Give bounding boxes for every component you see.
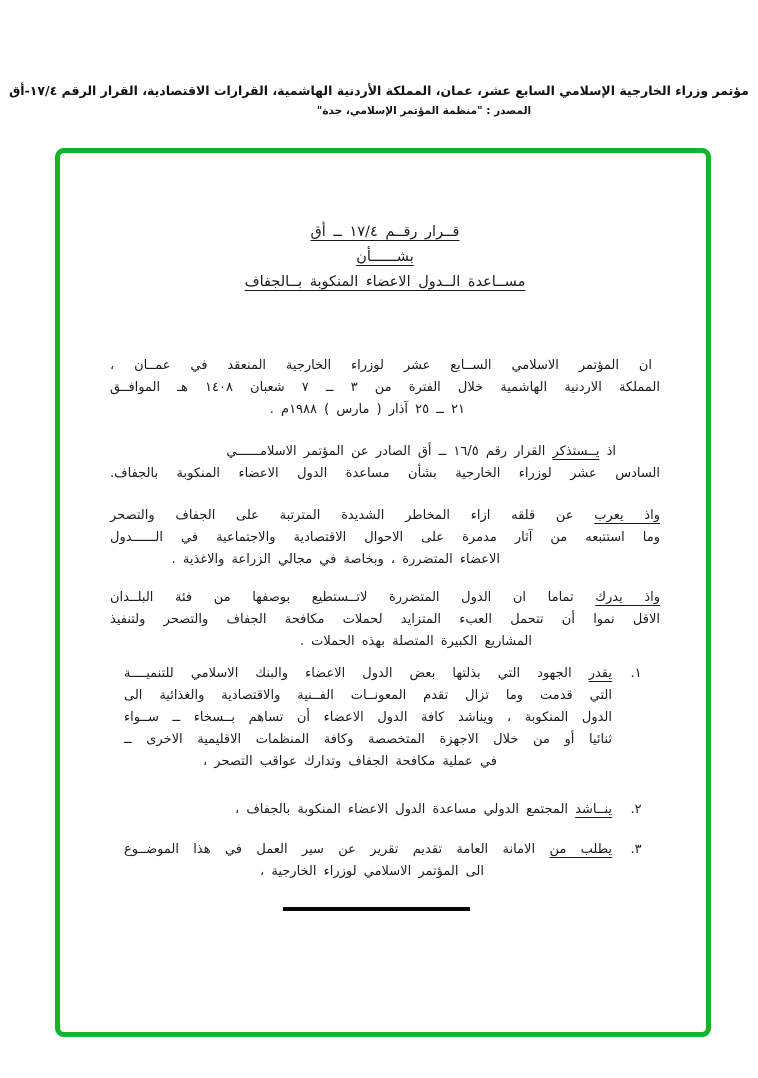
underlined-lead: ينــاشد	[575, 802, 612, 817]
text-line: المملكة الاردنية الهاشمية خلال الفترة من ٣ ــ ٧ شعبان ١٤٠٨ هـ الموافــق	[110, 380, 660, 395]
clause-text	[110, 663, 612, 773]
text-line: الى المؤتمر الاسلامي لوزراء الخارجية ،	[260, 864, 484, 879]
plain-text: الامانة العامة تقديم تقرير عن سير العمل في هذا الموضــوع	[124, 842, 550, 857]
operative-clause-3	[110, 839, 660, 883]
title-line-subject: مســاعدة الــدول الاعضاء المنكوبة بــالجفاف	[244, 274, 526, 290]
operative-clause-2	[110, 799, 660, 821]
text-line: الاعضاء المتضررة ، وبخاصة في مجالي الزراعة والاغذية .	[171, 552, 500, 567]
resolution-document	[60, 153, 706, 1032]
plain-text: القرار رقم ١٦/٥ ــ أق الصادر عن المؤتمر الاسلامــــــي	[226, 444, 553, 459]
clause-text	[110, 799, 612, 821]
operative-clause-1	[110, 663, 660, 773]
plain-text: اذ	[599, 444, 616, 459]
green-border-frame	[55, 148, 711, 1037]
text-line	[110, 587, 660, 609]
clause-number: ١.	[630, 666, 642, 681]
plain-text: الجهود التي بذلتها بعض الدول الاعضاء والبنك الاسلامي للتنميــــة	[124, 666, 589, 681]
text-line: ٢١ ــ ٢٥ آذار ( مارس ) ١٩٨٨م .	[269, 402, 465, 417]
underlined-lead: واذ يعرب	[594, 508, 660, 523]
preamble-paragraph-3	[110, 505, 660, 571]
text-line: المشاريع الكبيرة المتصلة بهذه الحملات .	[299, 634, 532, 649]
clause-text	[110, 839, 612, 883]
text-line: ان المؤتمر الاسلامي الســابع عشر لوزراء الخارجية المنعقد في عمــان ،	[110, 358, 652, 373]
text-line	[124, 839, 612, 861]
underlined-lead: يطلب من	[549, 842, 613, 857]
preamble-paragraph-1	[110, 355, 660, 421]
text-line: في عملية مكافحة الجفاف وتدارك عواقب التصحر ،	[202, 754, 497, 769]
plain-text: تماما ان الدول المتضررة لاتــستطيع بوصفها من فئة البلــدان	[110, 590, 596, 605]
plain-text: المجتمع الدولي مساعدة الدول الاعضاء المنكوبة بالجفاف ،	[234, 802, 576, 817]
underlined-lead: يــستذكر	[552, 444, 600, 459]
page-header	[0, 83, 758, 117]
document-title	[110, 220, 660, 295]
preamble-paragraph-2	[110, 441, 660, 485]
text-line: السادس عشر لوزراء الخارجية بشأن مساعدة الدول الاعضاء المنكوبة بالجفاف.	[110, 466, 660, 481]
text-line: ثنائيا أو من خلال الاجهزة المتخصصة وكافة المنظمات الاقليمية الاخرى ــ	[124, 732, 612, 747]
text-line	[124, 663, 612, 685]
text-line: الدول المنكوبة ، ويناشد كافة الدول الاعضاء أن تساهم بــسخاء ــ ســواء	[124, 710, 612, 725]
underlined-lead: يقدر	[588, 666, 612, 681]
text-line: الاقل نموا أن تتحمل العبء المتزايد لحملات مكافحة الجفاف والتصحر ولتنفيذ	[110, 612, 660, 627]
plain-text: عن قلقه ازاء المخاطر الشديدة المترتبة على الجفاف والتصحر	[110, 508, 595, 523]
underlined-lead: واذ يدرك	[595, 590, 661, 605]
text-line: وما استتبعه من آثار مدمرة على الاحوال الاقتصادية والاجتماعية في الــــــدول	[110, 530, 660, 545]
clause-number: ٢.	[630, 802, 642, 817]
header-citation-line: مؤتمر وزراء الخارجية الإسلامي السابع عشر، عمان، المملكة الأردنية الهاشمية، القرارات الاقتصادية، القرار الرقم ١٧/٤-أق	[9, 83, 749, 98]
text-line: التي قدمت وما تزال تقدم المعونــات الفــنية والاقتصادية والغذائية الى	[124, 688, 612, 703]
title-line-number: قــرار رقــم ١٧/٤ ــ أق	[310, 224, 460, 240]
text-line	[110, 505, 660, 527]
text-line	[124, 799, 612, 821]
bottom-rule	[283, 907, 470, 911]
header-source-line: المصدر : "منظمة المؤتمر الإسلامي، جدة"	[316, 105, 532, 117]
title-line-regarding: بشــــــأن	[356, 249, 414, 265]
text-line	[110, 441, 616, 463]
clause-number: ٣.	[630, 842, 642, 857]
preamble-paragraph-4	[110, 587, 660, 653]
